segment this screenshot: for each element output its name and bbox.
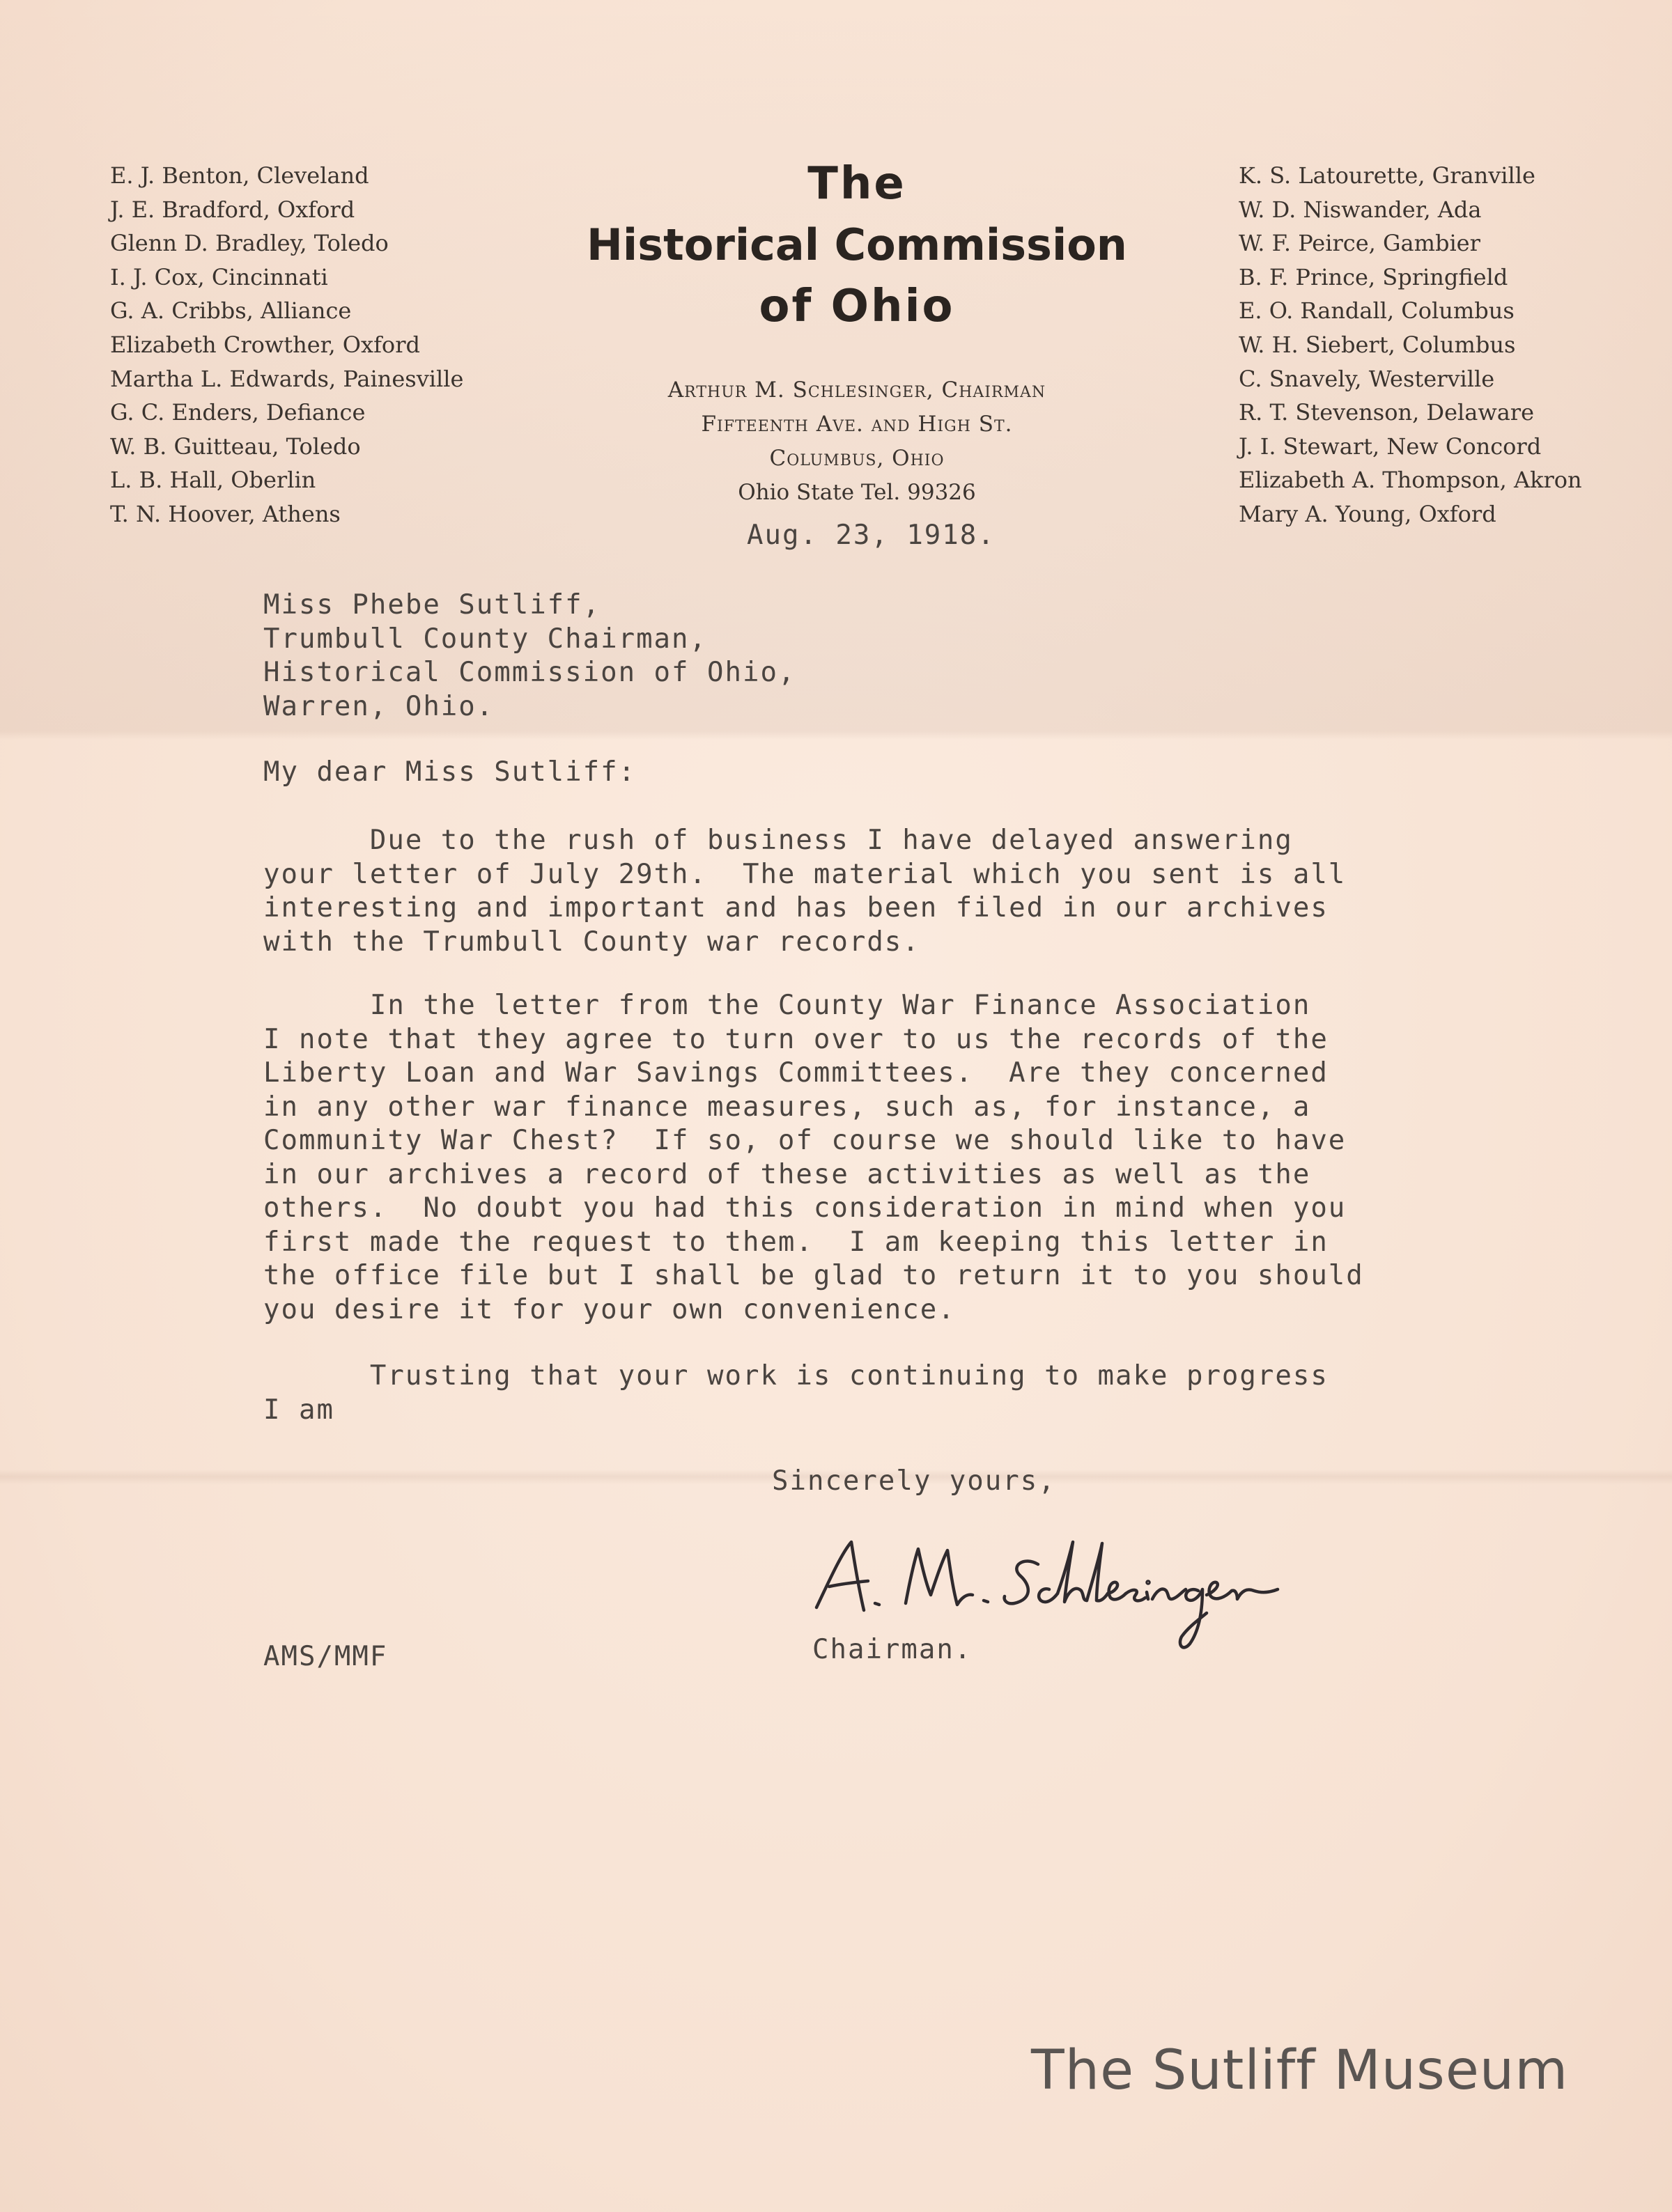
commission-member-name: G. A. Cribbs, Alliance: [110, 297, 352, 325]
reference-initials: AMS/MMF: [263, 1641, 388, 1672]
letterhead-title-line2: Historical Commission: [587, 219, 1127, 270]
body-line: Community War Chest? If so, of course we should like to have: [263, 1125, 1347, 1156]
commission-member-name: Mary A. Young, Oxford: [1239, 500, 1496, 527]
commission-member-name: J. E. Bradford, Oxford: [110, 196, 355, 223]
letter-date: Aug. 23, 1918.: [747, 520, 996, 551]
paragraph-2: [263, 989, 1364, 1327]
commission-member-name: I. J. Cox, Cincinnati: [110, 263, 328, 290]
commission-member-name: B. F. Prince, Springfield: [1239, 263, 1508, 290]
commission-member-name: R. T. Stevenson, Delaware: [1239, 399, 1535, 426]
commission-member-name: W. D. Niswander, Ada: [1239, 196, 1482, 223]
members-list-right: [1239, 159, 1582, 531]
chairman-line: Arthur M. Schlesinger, Chairman: [667, 377, 1046, 403]
commission-member-name: K. S. Latourette, Granville: [1239, 162, 1535, 189]
body-line: in any other war finance measures, such as, for instance, a: [263, 1091, 1311, 1123]
body-line: In the letter from the County War Finance Association: [263, 990, 1311, 1021]
body-line: you desire it for your own convenience.: [263, 1293, 956, 1325]
body-line: in our archives a record of these activities as well as the: [263, 1158, 1311, 1190]
paragraph-1: [263, 824, 1346, 959]
commission-member-name: G. C. Enders, Defiance: [110, 399, 366, 426]
letterhead-title: [543, 153, 1170, 337]
salutation: My dear Miss Sutliff:: [263, 756, 637, 788]
body-line: others. No doubt you had this consideration in mind when you: [263, 1192, 1347, 1224]
commission-member-name: E. J. Benton, Cleveland: [110, 162, 369, 189]
body-line: I am: [263, 1394, 334, 1426]
inside-address-line: Trumbull County Chairman,: [263, 623, 707, 655]
commission-member-name: W. B. Guitteau, Toledo: [110, 433, 361, 460]
telephone-line: Ohio State Tel. 99326: [738, 480, 976, 505]
body-line: the office file but I shall be glad to return it to you should: [263, 1260, 1364, 1291]
commission-member-name: Martha L. Edwards, Painesville: [110, 365, 464, 392]
body-line: I note that they agree to turn over to us the records of the: [263, 1023, 1329, 1055]
inside-address: [263, 589, 796, 724]
letterhead-title-line1: The: [807, 158, 906, 210]
commission-member-name: E. O. Randall, Columbus: [1239, 297, 1515, 325]
body-line: Due to the rush of business I have delayed answering: [263, 825, 1293, 856]
letterhead-address: [543, 373, 1170, 510]
commission-member-name: Elizabeth Crowther, Oxford: [110, 331, 420, 358]
street-line: Fifteenth Ave. and High St.: [701, 412, 1013, 437]
body-line: your letter of July 29th. The material which you sent is all: [263, 858, 1347, 890]
body-line: first made the request to them. I am keeping this letter in: [263, 1226, 1329, 1258]
letterhead-title-line3: of Ohio: [759, 281, 955, 332]
inside-address-line: Warren, Ohio.: [263, 690, 495, 722]
inside-address-line: Historical Commission of Ohio,: [263, 657, 796, 688]
museum-watermark: The Sutliff Museum: [1031, 2039, 1569, 2102]
paragraph-3: [263, 1360, 1329, 1427]
signer-title: Chairman.: [812, 1634, 973, 1665]
commission-member-name: J. I. Stewart, New Concord: [1239, 433, 1542, 460]
commission-member-name: T. N. Hoover, Athens: [110, 500, 341, 527]
commission-member-name: Elizabeth A. Thompson, Akron: [1239, 467, 1582, 494]
body-line: with the Trumbull County war records.: [263, 926, 920, 958]
commission-member-name: W. H. Siebert, Columbus: [1239, 331, 1516, 358]
body-line: interesting and important and has been filed in our archives: [263, 892, 1329, 924]
members-list-left: [110, 159, 463, 531]
body-line: Trusting that your work is continuing to make progress: [263, 1360, 1329, 1392]
inside-address-line: Miss Phebe Sutliff,: [263, 589, 601, 621]
commission-member-name: L. B. Hall, Oberlin: [110, 467, 316, 494]
closing: Sincerely yours,: [772, 1465, 1056, 1497]
city-line: Columbus, Ohio: [769, 446, 945, 471]
commission-member-name: Glenn D. Bradley, Toledo: [110, 230, 389, 257]
body-line: Liberty Loan and War Savings Committees. Are they concerned: [263, 1057, 1329, 1089]
commission-member-name: W. F. Peirce, Gambier: [1239, 230, 1480, 257]
commission-member-name: C. Snavely, Westerville: [1239, 365, 1495, 392]
